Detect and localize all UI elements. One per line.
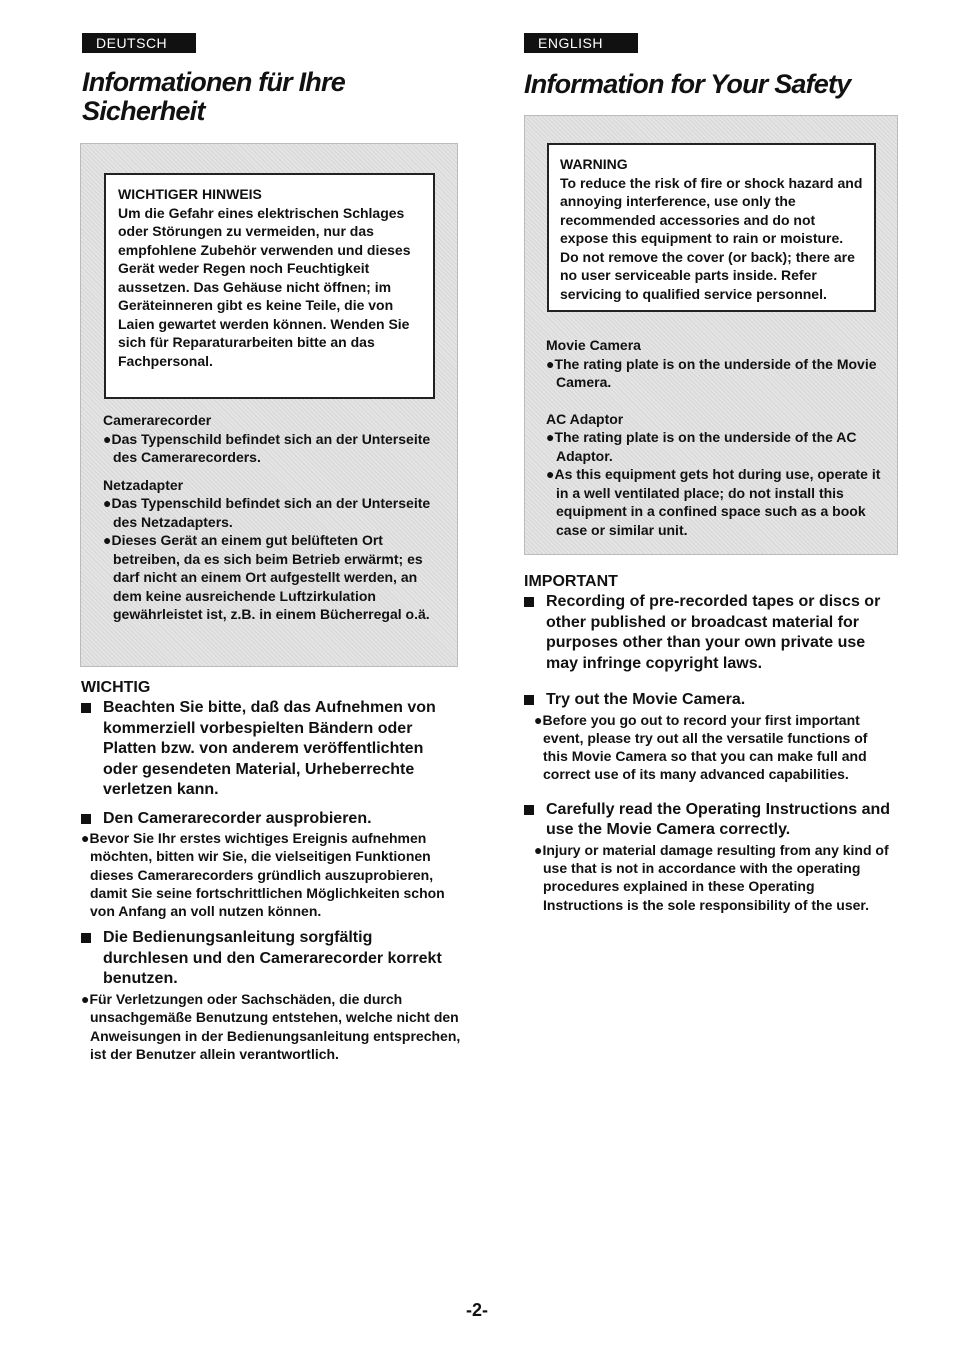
adapter-bullet2-de: ●Dieses Gerät an einem gut belüfteten Ort betreiben, da es sich beim Betrieb erwärmt; es darf nicht an einem Ort aufgestellt werden, an dem keine ausreichende Luftzirkulation gewährleistet ist, z.B. in einem Bücherregal o.ä. xyxy=(103,532,430,622)
important-heading-de: WICHTIG xyxy=(81,679,151,696)
camera-heading-en: Movie Camera xyxy=(546,337,641,353)
notice-box-de xyxy=(104,173,435,399)
adapter-heading-de: Netzadapter xyxy=(103,476,184,493)
warning-heading-en: WARNING xyxy=(560,156,628,172)
notice-heading-de: WICHTIGER HINWEIS xyxy=(118,186,262,202)
notice-text-de: Um die Gefahr eines elektrischen Schlages oder Störungen zu vermeiden, nur das empfohlene Zubehör verwenden und dieses Gerät weder Regen noch Feuchtigkeit aussetzen. Das Gehäuse nicht öffnen; im Geräteinneren gibt es keine Teile, die von Laien gewartet werden können. Wenden Sie sich für Reparaturarbeiten bitte an das Fachpersonal. xyxy=(118,204,411,369)
important-section-en xyxy=(524,572,894,914)
language-tab-deutsch: DEUTSCH xyxy=(82,33,196,53)
page-title-de xyxy=(82,68,412,126)
camera-bullet-de: ●Das Typenschild befindet sich an der Unterseite des Camerarecorders. xyxy=(103,430,431,465)
important-item2-text-en: ●Before you go out to record your first important event, please try out all the versatile functions of this Movie Camera so that you can make full and correct use of its many advanced capabilities. xyxy=(534,711,868,783)
important-item3-heading-de: Die Bedienungsanleitung sorgfältig durchlesen und den Camerarecorder korrekt benutzen. xyxy=(81,928,461,990)
important-item3-heading-en: Carefully read the Operating Instructions and use the Movie Camera correctly. xyxy=(524,800,894,841)
important-item1-en: Recording of pre-recorded tapes or discs or other published or broadcast material for purposes other than your own private use may infringe copyright laws. xyxy=(524,592,894,674)
adapter-heading-en: AC Adaptor xyxy=(546,410,624,427)
warning-text-en: To reduce the risk of fire or shock hazard and annoying interference, use only the recommended accessories and do not expose this equipment to rain or moisture. Do not remove the cover (or back); there are no user serviceable parts inside. Refer servicing to qualified service personnel. xyxy=(560,174,863,302)
device-info-de xyxy=(103,411,433,624)
page-title-en: Information for Your Safety xyxy=(524,69,851,99)
camera-bullet-en: ●The rating plate is on the underside of the Movie Camera. xyxy=(546,355,877,390)
page-number: -2- xyxy=(466,1300,488,1320)
important-item3-text-en: ●Injury or material damage resulting from any kind of use that is not in accordance with the operating procedures explained in these Operating Instructions is the sole responsibility of the user. xyxy=(534,841,889,913)
camera-heading-de: Camerarecorder xyxy=(103,412,212,428)
adapter-bullet2-en: ●As this equipment gets hot during use, operate it in a well ventilated place; do not install this equipment in a confined space such as a book case or similar unit. xyxy=(546,466,881,538)
important-item2-heading-de: Den Camerarecorder ausprobieren. xyxy=(81,809,461,830)
important-item1-de: Beachten Sie bitte, daß das Aufnehmen von kommerziell vorbespielten Bändern oder Platten bzw. von anderem veröffentlichten oder gesendeten Material, Urheberrechte verletzen kann. xyxy=(81,698,461,801)
adapter-bullet1-en: ●The rating plate is on the underside of the AC Adaptor. xyxy=(546,429,857,464)
title-de-line2: Sicherheit xyxy=(82,96,205,126)
important-heading-en: IMPORTANT xyxy=(524,573,618,590)
important-item2-heading-en: Try out the Movie Camera. xyxy=(524,690,894,711)
device-info-en xyxy=(546,336,881,539)
important-item2-text-de: ●Bevor Sie Ihr erstes wichtiges Ereignis aufnehmen möchten, bitten wir Sie, die vielseitigen Funktionen dieses Camerarecorders gründlich auszuprobieren, damit Sie seine fortschrittlichen Möglichkeiten schon von Anfang an voll nutzen können. xyxy=(81,830,445,920)
language-tab-english: ENGLISH xyxy=(524,33,638,53)
important-section-de xyxy=(81,678,461,1063)
adapter-bullet1-de: ●Das Typenschild befindet sich an der Unterseite des Netzadapters. xyxy=(103,495,431,530)
title-de-line1: Informationen für Ihre xyxy=(82,67,345,97)
important-item3-text-de: ●Für Verletzungen oder Sachschäden, die durch unsachgemäße Benutzung entstehen, welche nicht den Anweisungen in der Bedienungsanleitung entsprechen, ist der Benutzer allein verantwortlich. xyxy=(81,990,461,1062)
warning-box-en xyxy=(547,143,876,312)
